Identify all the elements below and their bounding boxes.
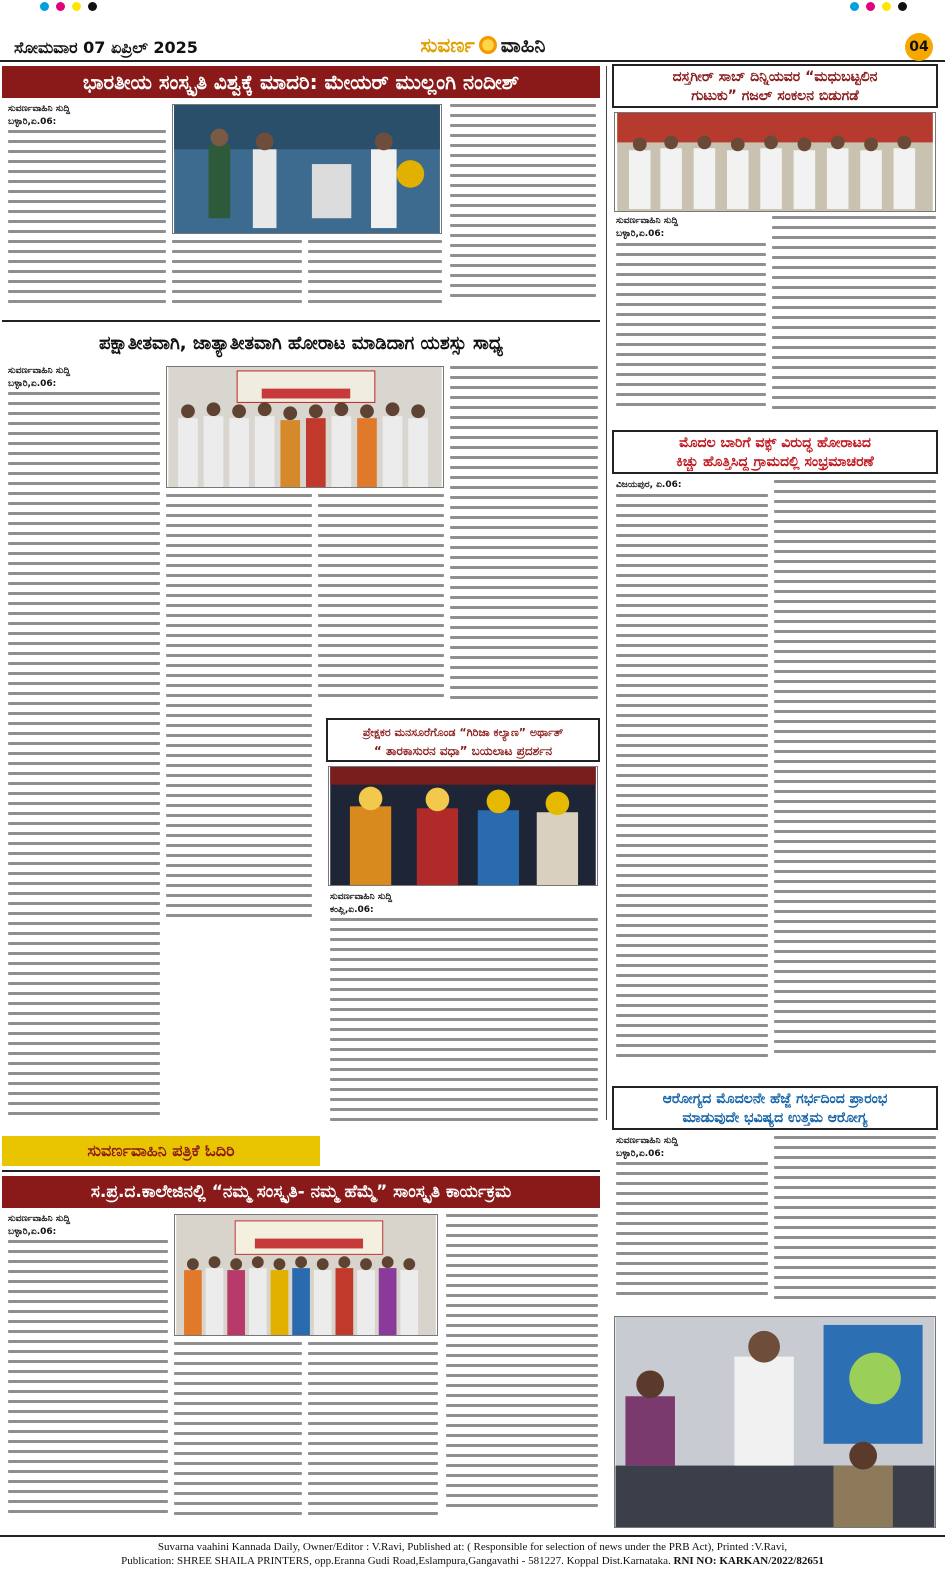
headline-drama-line2: “ ತಾರಕಾಸುರನ ವಧಾ” ಬಯಲಾಟ ಪ್ರದರ್ಶನ	[373, 744, 553, 758]
body-text-ghazal-col2	[772, 216, 936, 416]
headline-box-health	[612, 1086, 938, 1130]
body-text-college-col3	[308, 1342, 438, 1528]
body-text-unity-col1	[8, 392, 160, 1130]
headline-health-line2: ಮಾಡುವುದೇ ಭವಿಷ್ಯದ ಉತ್ತಮ ಆರೋಗ್ಯ	[682, 1110, 868, 1126]
headline-college: ಸ.ಪ್ರ.ದ.ಕಾಲೇಜಿನಲ್ಲಿ “ನಮ್ಮ ಸಂಸ್ಕೃತಿ- ನಮ್ಮ ಹೆಮ್ಮೆ” ಸಾಂಸ್ಕೃತಿ ಕಾರ್ಯಕ್ರಮ	[2, 1176, 600, 1208]
masthead	[0, 0, 945, 62]
dateline-health: ಬಳ್ಳಾರಿ,ಏ.06:	[616, 1149, 665, 1159]
body-text-unity-col4	[450, 366, 598, 711]
imprint-line2	[0, 1554, 945, 1568]
body-text-drama	[330, 918, 598, 1128]
imprint-footer	[0, 1535, 945, 1574]
imprint-publication: Publication: SHREE SHAILA PRINTERS, opp.Eranna Gudi Road,Eslampura,Gangavathi - 581227. Koppal Dist.Karnataka.	[121, 1555, 671, 1567]
photo-unity-meeting	[166, 366, 444, 488]
body-text-college-col4	[446, 1214, 598, 1528]
rni-number: RNI NO: KARKAN/2022/82651	[673, 1555, 824, 1567]
logo-text-part1: ಸುವರ್ಣ	[420, 33, 475, 57]
body-text-mayor-col4	[450, 104, 596, 314]
logo-text-part2: ವಾಹಿನಿ	[500, 33, 546, 57]
dateline-unity: ಬಳ್ಳಾರಿ,ಏ.06:	[8, 379, 57, 389]
headline-waqf-line1: ಮೊದಲ ಬಾರಿಗೆ ವಕ್ಫ್ ವಿರುದ್ಧ ಹೋರಾಟದ	[679, 435, 871, 451]
photo-mayor-ceremony	[172, 104, 442, 234]
body-text-ghazal-col1	[616, 243, 766, 418]
issue-date: ಸೋಮವಾರ 07 ಏಪ್ರಿಲ್ 2025	[14, 38, 198, 57]
dateline-college: ಬಳ್ಳಾರಿ,ಏ.06:	[8, 1227, 57, 1237]
section-divider	[2, 1170, 600, 1172]
headline-box-drama	[326, 718, 600, 762]
headline-health-line1: ಆರೋಗ್ಯದ ಮೊದಲನೇ ಹೆಜ್ಜೆ ಗರ್ಭದಿಂದ ಪ್ರಾರಂಭ	[662, 1091, 888, 1107]
body-text-college-col1	[8, 1240, 168, 1528]
body-text-health-col2	[774, 1136, 936, 1308]
body-text-college-col2	[174, 1342, 302, 1528]
imprint-line1: Suvarna vaahini Kannada Daily, Owner/Editor : V.Ravi, Published at: ( Responsible for selection of news under the PRB Act), Printed :V.Ravi,	[157, 1541, 788, 1553]
headline-waqf-line2: ಕಿಚ್ಚು ಹೊತ್ತಿಸಿದ್ದ ಗ್ರಾಮದಲ್ಲಿ ಸಂಭ್ರಮಾಚರಣೆ	[676, 454, 874, 470]
body-text-waqf-col1	[616, 494, 768, 1064]
dateline-waqf: ವಿಜಯಪುರ, ಏ.06:	[616, 480, 682, 490]
section-divider	[2, 320, 600, 322]
headline-mayor: ಭಾರತೀಯ ಸಂಸ್ಕೃತಿ ವಿಶ್ವಕ್ಕೆ ಮಾದರಿ: ಮೇಯರ್ ಮುಲ್ಲಂಗಿ ನಂದೀಶ್	[2, 66, 600, 98]
headline-box-ghazal	[612, 64, 938, 108]
body-text-mayor-col2	[172, 240, 302, 312]
dateline-drama: ಕಂಪ್ಲಿ,ಏ.06:	[330, 905, 374, 915]
source-unity: ಸುವರ್ಣವಾಹಿನಿ ಸುದ್ದಿ	[8, 366, 71, 376]
body-text-waqf-col2	[774, 480, 936, 1064]
source-health: ಸುವರ್ಣವಾಹಿನಿ ಸುದ್ದಿ	[616, 1136, 679, 1146]
source-college: ಸುವರ್ಣವಾಹಿನಿ ಸುದ್ದಿ	[8, 1214, 71, 1224]
column-divider	[606, 66, 607, 1120]
body-text-mayor-col1	[8, 130, 166, 315]
photo-drama-performance	[328, 766, 598, 886]
newspaper-logo	[398, 30, 568, 60]
dateline-ghazal: ಬಳ್ಳಾರಿ,ಏ.06:	[616, 229, 665, 239]
body-text-health-col1	[616, 1162, 768, 1307]
headline-drama-line1: ಪ್ರೇಕ್ಷಕರ ಮನಸೂರೆಗೊಂಡ “ಗಿರಿಜಾ ಕಲ್ಯಾಣ” ಅರ್ಥಾತ್	[362, 726, 564, 739]
headline-ghazal-line1: ದಸ್ತಗೀರ್ ಸಾಬ್ ದಿನ್ನಿಯವರ “ಮಧುಬಟ್ಟಲಿನ	[672, 69, 878, 85]
source-ghazal: ಸುವರ್ಣವಾಹಿನಿ ಸುದ್ದಿ	[616, 216, 679, 226]
body-text-mayor-col3	[308, 240, 442, 312]
source-drama: ಸುವರ್ಣವಾಹಿನಿ ಸುದ್ದಿ	[330, 892, 393, 902]
page-number-badge: 04	[905, 33, 933, 61]
photo-health-seminar	[614, 1316, 936, 1528]
sun-logo-icon	[479, 36, 497, 54]
headline-ghazal-line2: ಗುಟುಕು” ಗಜಲ್ ಸಂಕಲನ ಬಿಡುಗಡೆ	[691, 88, 859, 104]
promo-read-newspaper: ಸುವರ್ಣವಾಹಿನಿ ಪತ್ರಿಕೆ ಓದಿರಿ	[2, 1136, 320, 1166]
body-text-unity-col3	[318, 494, 444, 709]
source-mayor: ಸುವರ್ಣವಾಹಿನಿ ಸುದ್ದಿ	[8, 104, 71, 114]
dateline-mayor: ಬಳ್ಳಾರಿ,ಏ.06:	[8, 117, 57, 127]
headline-box-waqf	[612, 430, 938, 474]
body-text-unity-col2	[166, 494, 312, 924]
photo-ghazal-release	[614, 112, 936, 212]
headline-unity: ಪಕ್ಷಾತೀತವಾಗಿ, ಜಾತ್ಯಾತೀತವಾಗಿ ಹೋರಾಟ ಮಾಡಿದಾಗ ಯಶಸ್ಸು ಸಾಧ್ಯ	[2, 326, 600, 360]
photo-college-event	[174, 1214, 438, 1336]
